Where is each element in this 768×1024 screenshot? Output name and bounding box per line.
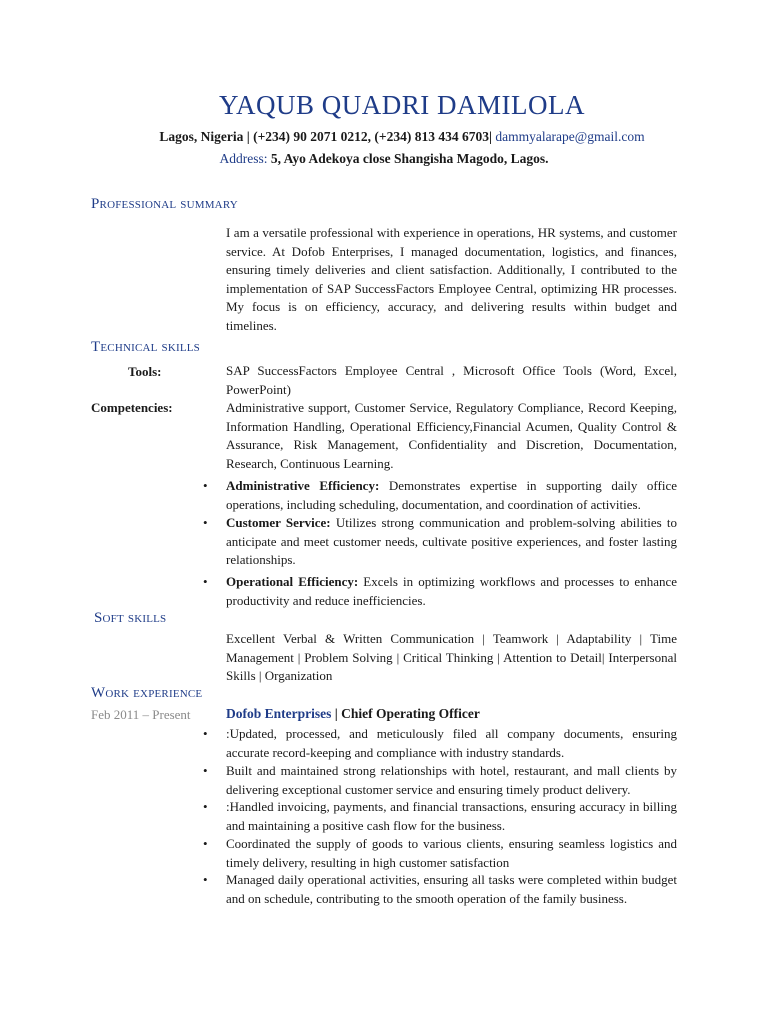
bullet-marker: • [203,574,208,589]
company-name: Dofob Enterprises [226,706,332,721]
skill-bullet [226,514,677,570]
tools-label: Tools: [128,364,162,379]
summary-heading: Professional summary [91,196,238,212]
soft-skills-heading: Soft skills [94,610,167,626]
job-bullet: Coordinated the supply of goods to various clients, ensuring seamless logistics and timely delivery, resulting in high customer satisfaction [226,836,677,870]
bullet-marker: • [203,478,208,493]
bullet-marker: • [203,836,208,851]
skill-bullet-text: Excels in optimizing workflows and processes to enhance productivity and reduce inefficiencies. [226,574,677,608]
job-bullet: :Handled invoicing, payments, and financial transactions, ensuring accuracy in billing and maintaining a positive cash flow for the business. [226,799,677,833]
bullet-marker: • [203,515,208,530]
candidate-name: YAQUB QUADRI DAMILOLA [219,90,585,120]
bullet-marker: • [203,872,208,887]
contact-details: Lagos, Nigeria | (+234) 90 2071 0212, (+234) 813 434 6703| [159,129,492,144]
email-link[interactable]: dammyalarape@gmail.com [495,129,645,144]
technical-skills-heading: Technical skills [91,339,201,355]
skill-bullet-title: Customer Service: [226,515,331,530]
tools-text: SAP SuccessFactors Employee Central , Microsoft Office Tools (Word, Excel, PowerPoint) [226,363,677,397]
job-bullet: Built and maintained strong relationships with hotel, restaurant, and mall clients by delivering exceptional customer service and ensuring timely product delivery. [226,763,677,797]
job-bullet: Managed daily operational activities, ensuring all tasks were completed within budget and on schedule, contributing to the smooth operation of the family business. [226,872,677,906]
address-label: Address: [219,151,268,166]
job-bullet: :Updated, processed, and meticulously filed all company documents, ensuring accurate record-keeping and compliance with industry standards. [226,726,677,760]
competencies-text: Administrative support, Customer Service, Regulatory Compliance, Record Keeping, Information Handling, Operational Efficiency,Financial Acumen, Quality Control & Assurance, Risk Management, Confidentiality and Discretion, Documentation, Research, Continuous Learning. [226,400,677,471]
skill-bullet [226,477,677,514]
skill-bullet-text: Utilizes strong communication and problem-solving abilities to anticipate and meet customer needs, cultivate positive experiences, and foster lasting relationships. [226,515,677,567]
contact-line [0,129,768,145]
competencies-label: Competencies: [91,400,173,415]
work-experience-heading: Work experience [91,685,203,701]
bullet-marker: • [203,799,208,814]
skill-bullet-title: Administrative Efficiency: [226,478,380,493]
skill-bullet [226,573,677,610]
skill-bullet-text: Demonstrates expertise in supporting daily office operations, including scheduling, documentation, and coordination of activities. [226,478,677,512]
job-title-line [226,706,480,722]
address-line [0,151,768,167]
job-role: | Chief Operating Officer [334,706,480,721]
summary-text: I am a versatile professional with experience in operations, HR systems, and customer service. At Dofob Enterprises, I managed documentation, logistics, and finances, ensuring timely deliveries and client satisfaction. Additionally, I contributed to the implementation of SAP SuccessFactors Employee Central, optimizing HR processes. My focus is on efficiency, accuracy, and delivering results within budget and timelines. [226,225,677,333]
skill-bullet-title: Operational Efficiency: [226,574,359,589]
soft-skills-text: Excellent Verbal & Written Communication | Teamwork | Adaptability | Time Management | Problem Solving | Critical Thinking | Attention to Detail| Interpersonal Skills | Organization [226,631,677,683]
address-value: 5, Ayo Adekoya close Shangisha Magodo, Lagos. [270,151,549,166]
bullet-marker: • [203,763,208,778]
bullet-marker: • [203,726,208,741]
job-date: Feb 2011 – Present [91,707,191,722]
